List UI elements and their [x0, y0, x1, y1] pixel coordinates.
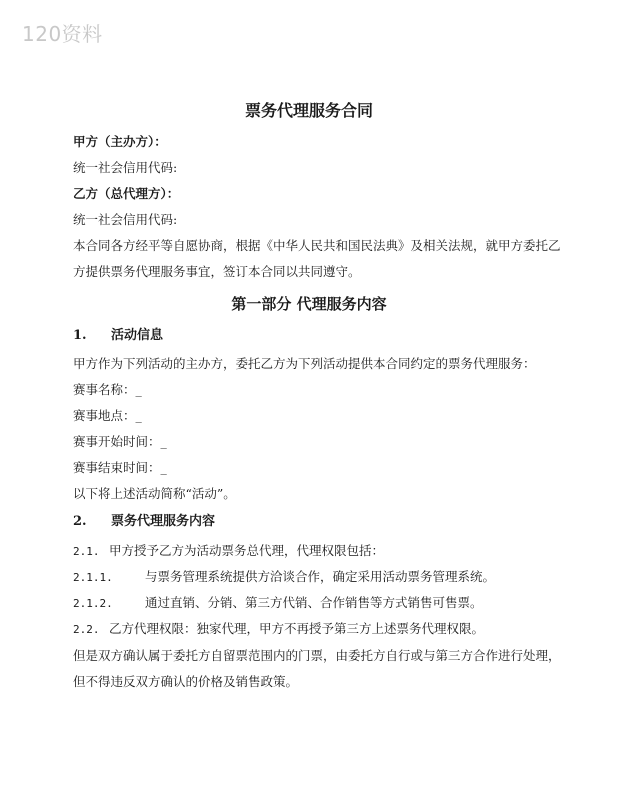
document-title: 票务代理服务合同 — [244, 101, 373, 120]
section1-intro: 甲方作为下列活动的主办方，委托乙方为下列活动提供本合同约定的票务代理服务： — [73, 356, 536, 371]
item-2-1-1-text: 与票务管理系统提供方洽谈合作，确定采用活动票务管理系统。 — [145, 569, 496, 584]
section1-title: 活动信息 — [111, 328, 164, 343]
item-2-1-1 — [73, 569, 495, 586]
section1-note: 以下将上述活动简称“活动”。 — [73, 486, 236, 501]
intro-line-2: 方提供票务代理服务事宜，签订本合同以共同遵守。 — [73, 264, 361, 279]
item-2-1-text: 甲方授予乙方为活动票务总代理，代理权限包括： — [109, 543, 385, 558]
item-2-2-number: 2.2. — [73, 623, 100, 636]
party-b-label: 乙方（总代理方）： — [73, 186, 180, 201]
field-event-location: 赛事地点：_ — [73, 408, 142, 423]
section1-heading — [73, 328, 163, 344]
item-2-1 — [73, 543, 384, 560]
section1-number: 1. — [73, 328, 87, 343]
item-2-2-text: 乙方代理权限：独家代理，甲方不再授予第三方上述票务代理权限。 — [109, 621, 485, 636]
intro-line-1: 本合同各方经平等自愿协商，根据《中华人民共和国民法典》及相关法规，就甲方委托乙 — [73, 238, 561, 253]
item-2-2 — [73, 621, 484, 638]
field-event-end: 赛事结束时间：_ — [73, 460, 167, 475]
item-2-1-2 — [73, 595, 483, 612]
party-a-credit-code: 统一社会信用代码: — [73, 160, 178, 175]
section2-title: 票务代理服务内容 — [111, 514, 216, 529]
closing-line-1: 但是双方确认属于委托方自留票范围内的门票，由委托方自行或与第三方合作进行处理， — [73, 648, 561, 663]
field-event-name: 赛事名称：_ — [73, 382, 142, 397]
item-2-1-2-text: 通过直销、分销、第三方代销、合作销售等方式销售可售票。 — [145, 595, 483, 610]
item-2-1-1-number: 2.1.1. — [73, 571, 113, 584]
section2-number: 2. — [73, 514, 87, 529]
section2-heading — [73, 514, 215, 530]
party-a-label: 甲方（主办方）： — [73, 134, 167, 149]
party-b-credit-code: 统一社会信用代码: — [73, 212, 178, 227]
part1-title: 第一部分 代理服务内容 — [231, 295, 387, 313]
item-2-1-2-number: 2.1.2. — [73, 597, 113, 610]
field-event-start: 赛事开始时间：_ — [73, 434, 167, 449]
closing-line-2: 但不得违反双方确认的价格及销售政策。 — [73, 674, 299, 689]
watermark: 120资料 — [22, 22, 103, 46]
item-2-1-number: 2.1. — [73, 545, 100, 558]
